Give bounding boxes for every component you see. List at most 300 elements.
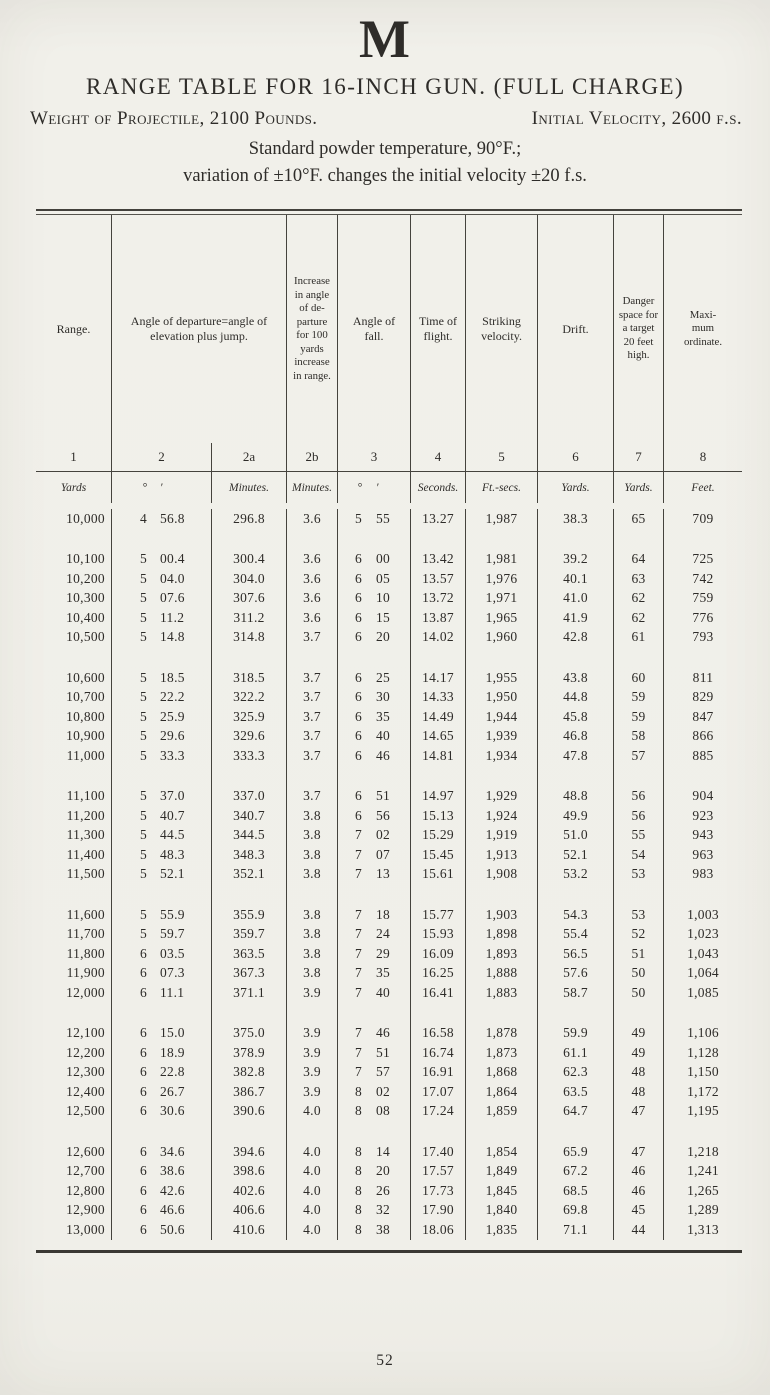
cell-drift: 68.5	[538, 1181, 614, 1201]
cell-departure-per-100: 318.5	[212, 668, 287, 688]
gap-cell	[466, 766, 538, 787]
cell-max-ordinate: 885	[692, 747, 714, 763]
table-row	[36, 944, 742, 964]
header-danger-space: Danger space for a target 20 feet high.	[614, 215, 664, 443]
degrees-value: 5	[139, 689, 147, 705]
cell-drift: 57.6	[538, 964, 614, 984]
cell-increase: 3.6	[287, 509, 338, 529]
cell-departure	[112, 668, 212, 688]
cell-danger-space: 47	[614, 1102, 664, 1122]
degrees-value: 6	[354, 609, 362, 625]
cell-danger-space: 48	[614, 1082, 664, 1102]
cell-departure-per-100: 363.5	[212, 944, 287, 964]
header-drift: Drift.	[538, 215, 614, 443]
cell-time-of-flight: 17.07	[411, 1082, 466, 1102]
cell-time-of-flight: 16.74	[411, 1043, 466, 1063]
cell-max-ordinate: 829	[692, 689, 714, 705]
minutes-value: 18.5	[160, 669, 185, 685]
minutes-value: 51	[376, 788, 391, 804]
degrees-value: 7	[354, 945, 362, 961]
cell-max-ordinate: 759	[692, 590, 714, 606]
cell-time-of-flight: 15.45	[411, 845, 466, 865]
cell-time-of-flight: 13.72	[411, 589, 466, 609]
gap-cell	[466, 647, 538, 668]
minutes-value: 10	[376, 590, 391, 606]
cell-max-ordinate: 904	[692, 788, 714, 804]
cell-angle-of-fall	[338, 944, 411, 964]
degrees-value: 7	[354, 1025, 362, 1041]
cell-increase: 3.6	[287, 589, 338, 609]
cell-drift: 51.0	[538, 826, 614, 846]
cell-time-of-flight: 15.77	[411, 905, 466, 925]
gap-cell	[466, 1003, 538, 1024]
degrees-value: 8	[354, 1143, 362, 1159]
cell-danger-space: 56	[614, 787, 664, 807]
gap-cell	[614, 647, 664, 668]
minutes-value: 07.6	[160, 590, 185, 606]
minutes-value: 46	[376, 1025, 391, 1041]
degrees-value: 5	[139, 827, 147, 843]
cell-drift: 54.3	[538, 905, 614, 925]
cell-time-of-flight: 13.42	[411, 550, 466, 570]
degrees-value: 5	[139, 846, 147, 862]
cell-striking-velocity: 1,849	[466, 1162, 538, 1182]
degrees-value: 6	[139, 1202, 147, 1218]
cell-departure-per-100: 300.4	[212, 550, 287, 570]
gap-cell	[411, 529, 466, 550]
cell-striking-velocity: 1,878	[466, 1024, 538, 1044]
degrees-value: 8	[354, 1163, 362, 1179]
gap-cell	[338, 1003, 411, 1024]
cell-max-ordinate: 866	[692, 728, 714, 744]
cell-time-of-flight: 14.81	[411, 746, 466, 766]
cell-max-ordinate: 923	[692, 807, 714, 823]
cell-max-ordinate: 963	[692, 846, 714, 862]
cell-danger-space: 58	[614, 727, 664, 747]
cell-time-of-flight: 14.33	[411, 688, 466, 708]
cell-max-ordinate: 1,106	[687, 1025, 719, 1041]
cell-drift: 46.8	[538, 727, 614, 747]
cell-range: 11,900	[36, 964, 112, 984]
header-angle-of-departure: Angle of departure=angle of elevation plus jump.	[112, 215, 287, 443]
cell-increase: 3.7	[287, 688, 338, 708]
cell-range: 12,200	[36, 1043, 112, 1063]
cell-departure	[112, 1102, 212, 1122]
cell-danger-space: 62	[614, 589, 664, 609]
cell-departure	[112, 944, 212, 964]
unit-range: Yards	[36, 472, 112, 503]
cell-striking-velocity: 1,898	[466, 925, 538, 945]
minutes-value: 20	[376, 629, 391, 645]
cell-departure	[112, 845, 212, 865]
gap-cell	[538, 1003, 614, 1024]
cell-departure	[112, 983, 212, 1003]
minutes-value: 57	[376, 1064, 391, 1080]
cell-striking-velocity: 1,960	[466, 628, 538, 648]
degrees-value: 7	[354, 827, 362, 843]
cell-danger-space: 51	[614, 944, 664, 964]
cell-max-ordinate: 776	[692, 609, 714, 625]
cell-max-ordinate: 709	[692, 510, 714, 526]
minutes-value: 15.0	[160, 1025, 185, 1041]
gap-cell	[338, 647, 411, 668]
degrees-value: 8	[354, 1182, 362, 1198]
minutes-value: 51	[376, 1044, 391, 1060]
cell-striking-velocity: 1,981	[466, 550, 538, 570]
group-gap	[36, 884, 742, 905]
cell-drift: 43.8	[538, 668, 614, 688]
cell-departure	[112, 925, 212, 945]
cell-increase: 4.0	[287, 1162, 338, 1182]
page-title: RANGE TABLE FOR 16-INCH GUN. (FULL CHARGE)	[85, 74, 685, 99]
cell-time-of-flight: 17.24	[411, 1102, 466, 1122]
cell-angle-of-fall	[338, 983, 411, 1003]
cell-danger-space: 47	[614, 1142, 664, 1162]
column-number-1: 1	[36, 443, 112, 472]
cell-departure-per-100: 307.6	[212, 589, 287, 609]
degrees-value: 6	[139, 984, 147, 1000]
cell-increase: 3.9	[287, 1063, 338, 1083]
degrees-value: 5	[139, 788, 147, 804]
cell-max-ordinate: 1,313	[687, 1221, 719, 1237]
gap-cell	[411, 647, 466, 668]
cell-danger-space: 50	[614, 983, 664, 1003]
cell-departure-per-100: 311.2	[212, 608, 287, 628]
gap-cell	[212, 1003, 287, 1024]
cell-striking-velocity: 1,919	[466, 826, 538, 846]
cell-departure-per-100: 390.6	[212, 1102, 287, 1122]
unit-ft-secs: Ft.-secs.	[466, 472, 538, 503]
table-row	[36, 707, 742, 727]
cell-departure-per-100: 378.9	[212, 1043, 287, 1063]
minutes-value: 33.3	[160, 747, 185, 763]
cell-increase: 3.8	[287, 806, 338, 826]
cell-max-ordinate: 742	[692, 570, 714, 586]
cell-range: 11,800	[36, 944, 112, 964]
minutes-value: 11.2	[160, 609, 185, 625]
table-row	[36, 628, 742, 648]
degrees-value: 6	[354, 570, 362, 586]
cell-range: 12,700	[36, 1162, 112, 1182]
minutes-value: 40	[376, 984, 391, 1000]
minutes-value: 26.7	[160, 1083, 185, 1099]
degree-symbol: °	[142, 481, 147, 494]
header-increase-in-angle: Increase in angle of departure for 100 yards increase in range.	[287, 215, 338, 443]
minutes-value: 38.6	[160, 1163, 185, 1179]
cell-danger-space: 46	[614, 1181, 664, 1201]
degrees-value: 4	[139, 510, 147, 526]
cell-danger-space: 48	[614, 1063, 664, 1083]
cell-angle-of-fall	[338, 1181, 411, 1201]
gap-cell	[411, 766, 466, 787]
gap-cell	[287, 529, 338, 550]
cell-drift: 55.4	[538, 925, 614, 945]
cell-danger-space: 65	[614, 509, 664, 529]
table-row	[36, 905, 742, 925]
unit-danger-yards: Yards.	[614, 472, 664, 503]
gap-cell	[212, 1121, 287, 1142]
cell-time-of-flight: 17.90	[411, 1201, 466, 1221]
page-number: 52	[376, 1352, 394, 1369]
cell-drift: 52.1	[538, 845, 614, 865]
unit-departure	[112, 472, 212, 503]
table-row	[36, 668, 742, 688]
degrees-value: 5	[139, 866, 147, 882]
degrees-value: 6	[354, 788, 362, 804]
cell-max-ordinate: 811	[692, 669, 714, 685]
table-row	[36, 727, 742, 747]
table-row	[36, 688, 742, 708]
minutes-value: 50.6	[160, 1221, 185, 1237]
cell-drift: 45.8	[538, 707, 614, 727]
cell-time-of-flight: 16.91	[411, 1063, 466, 1083]
cell-increase: 3.8	[287, 925, 338, 945]
gap-cell	[538, 529, 614, 550]
degrees-value: 6	[139, 965, 147, 981]
cell-drift: 63.5	[538, 1082, 614, 1102]
gap-cell	[36, 766, 112, 787]
gap-cell	[338, 1121, 411, 1142]
minutes-value: 18.9	[160, 1044, 185, 1060]
cell-departure	[112, 1024, 212, 1044]
cell-increase: 4.0	[287, 1142, 338, 1162]
cell-striking-velocity: 1,835	[466, 1220, 538, 1240]
cell-departure-per-100: 329.6	[212, 727, 287, 747]
cell-max-ordinate: 1,128	[687, 1044, 719, 1060]
gap-cell	[538, 1121, 614, 1142]
minutes-value: 00.4	[160, 551, 185, 567]
column-number-2b: 2b	[287, 443, 338, 472]
group-gap	[36, 529, 742, 550]
cell-danger-space: 49	[614, 1043, 664, 1063]
table-row	[36, 1082, 742, 1102]
cell-departure	[112, 569, 212, 589]
minutes-value: 56	[376, 807, 391, 823]
degrees-value: 8	[354, 1221, 362, 1237]
cell-drift: 47.8	[538, 746, 614, 766]
degrees-value: 6	[354, 629, 362, 645]
gap-cell	[538, 766, 614, 787]
cell-departure-per-100: 382.8	[212, 1063, 287, 1083]
initial-velocity-label: Initial Velocity, 2600 f.s.	[531, 108, 742, 129]
degrees-value: 6	[354, 689, 362, 705]
cell-range: 12,100	[36, 1024, 112, 1044]
minutes-value: 55	[376, 510, 391, 526]
cell-max-ordinate: 1,003	[687, 906, 719, 922]
cell-danger-space: 52	[614, 925, 664, 945]
cell-time-of-flight: 16.09	[411, 944, 466, 964]
cell-increase: 3.8	[287, 964, 338, 984]
table-row	[36, 1181, 742, 1201]
cell-danger-space: 50	[614, 964, 664, 984]
cell-danger-space: 44	[614, 1220, 664, 1240]
cell-angle-of-fall	[338, 668, 411, 688]
minutes-value: 52.1	[160, 866, 185, 882]
gap-cell	[664, 647, 742, 668]
cell-angle-of-fall	[338, 509, 411, 529]
degrees-value: 7	[354, 1064, 362, 1080]
degrees-value: 6	[139, 1083, 147, 1099]
cell-departure-per-100: 406.6	[212, 1201, 287, 1221]
table-row	[36, 1162, 742, 1182]
cell-increase: 3.9	[287, 1082, 338, 1102]
minutes-value: 30.6	[160, 1103, 185, 1119]
cell-range: 10,400	[36, 608, 112, 628]
minutes-value: 46	[376, 747, 391, 763]
cell-striking-velocity: 1,854	[466, 1142, 538, 1162]
cell-drift: 64.7	[538, 1102, 614, 1122]
minutes-value: 07.3	[160, 965, 185, 981]
cell-range: 10,000	[36, 509, 112, 529]
cell-angle-of-fall	[338, 1063, 411, 1083]
gap-cell	[36, 884, 112, 905]
cell-max-ordinate: 1,064	[687, 965, 719, 981]
degrees-value: 7	[354, 1044, 362, 1060]
cell-departure	[112, 1220, 212, 1240]
header-max-ordinate: Maximum ordinate.	[683, 308, 723, 348]
degrees-value: 5	[139, 708, 147, 724]
minutes-value: 30	[376, 689, 391, 705]
cell-striking-velocity: 1,840	[466, 1201, 538, 1221]
gap-cell	[614, 529, 664, 550]
cell-departure	[112, 707, 212, 727]
cell-departure	[112, 589, 212, 609]
cell-departure	[112, 746, 212, 766]
gap-cell	[466, 1121, 538, 1142]
minutes-value: 14.8	[160, 629, 185, 645]
gap-cell	[112, 529, 212, 550]
table-row	[36, 608, 742, 628]
cell-striking-velocity: 1,908	[466, 865, 538, 885]
cell-increase: 3.7	[287, 787, 338, 807]
cell-danger-space: 63	[614, 569, 664, 589]
minutes-value: 37.0	[160, 788, 185, 804]
cell-angle-of-fall	[338, 569, 411, 589]
cell-departure-per-100: 355.9	[212, 905, 287, 925]
cell-departure-per-100: 322.2	[212, 688, 287, 708]
cell-increase: 4.0	[287, 1102, 338, 1122]
header-time-of-flight: Time of flight.	[411, 215, 466, 443]
cell-max-ordinate: 1,195	[687, 1103, 719, 1119]
degrees-value: 6	[139, 1163, 147, 1179]
powder-note-line2: variation of ±10°F. changes the initial velocity ±20 f.s.	[183, 166, 587, 186]
degrees-value: 5	[139, 629, 147, 645]
cell-range: 12,300	[36, 1063, 112, 1083]
cell-drift: 61.1	[538, 1043, 614, 1063]
cell-angle-of-fall	[338, 1220, 411, 1240]
gap-cell	[538, 884, 614, 905]
column-numbers-row	[36, 443, 742, 472]
gap-cell	[287, 647, 338, 668]
cell-time-of-flight: 14.17	[411, 668, 466, 688]
cell-max-ordinate: 1,172	[687, 1083, 719, 1099]
cell-drift: 41.0	[538, 589, 614, 609]
cell-danger-space: 61	[614, 628, 664, 648]
cell-increase: 3.8	[287, 944, 338, 964]
cell-departure	[112, 1162, 212, 1182]
cell-departure-per-100: 386.7	[212, 1082, 287, 1102]
minutes-value: 15	[376, 609, 391, 625]
degrees-value: 5	[139, 669, 147, 685]
cell-time-of-flight: 15.13	[411, 806, 466, 826]
table-row	[36, 550, 742, 570]
table-row	[36, 746, 742, 766]
minute-symbol: ′	[376, 481, 379, 494]
gap-cell	[338, 529, 411, 550]
cell-range: 12,600	[36, 1142, 112, 1162]
minutes-value: 40	[376, 728, 391, 744]
minutes-value: 02	[376, 1083, 391, 1099]
cell-increase: 4.0	[287, 1220, 338, 1240]
cell-departure-per-100: 367.3	[212, 964, 287, 984]
cell-departure-per-100: 304.0	[212, 569, 287, 589]
minutes-value: 22.8	[160, 1064, 185, 1080]
minutes-value: 29	[376, 945, 391, 961]
cell-angle-of-fall	[338, 845, 411, 865]
cell-max-ordinate: 1,265	[687, 1182, 719, 1198]
cell-departure	[112, 1082, 212, 1102]
cell-danger-space: 64	[614, 550, 664, 570]
unit-minutes-2a: Minutes.	[212, 472, 287, 503]
cell-drift: 71.1	[538, 1220, 614, 1240]
minutes-value: 56.8	[160, 510, 185, 526]
cell-striking-velocity: 1,845	[466, 1181, 538, 1201]
cell-time-of-flight: 13.27	[411, 509, 466, 529]
cell-range: 10,800	[36, 707, 112, 727]
cell-striking-velocity: 1,864	[466, 1082, 538, 1102]
cell-departure-per-100: 352.1	[212, 865, 287, 885]
cell-striking-velocity: 1,971	[466, 589, 538, 609]
cell-departure-per-100: 344.5	[212, 826, 287, 846]
table-row	[36, 1102, 742, 1122]
degrees-value: 5	[139, 728, 147, 744]
degrees-value: 6	[354, 747, 362, 763]
cell-drift: 42.8	[538, 628, 614, 648]
cell-time-of-flight: 14.65	[411, 727, 466, 747]
minutes-value: 35	[376, 965, 391, 981]
minutes-value: 03.5	[160, 945, 185, 961]
cell-range: 10,300	[36, 589, 112, 609]
cell-departure-per-100: 296.8	[212, 509, 287, 529]
table-row	[36, 806, 742, 826]
cell-time-of-flight: 13.57	[411, 569, 466, 589]
units-row	[36, 472, 742, 503]
cell-time-of-flight: 15.29	[411, 826, 466, 846]
degrees-value: 6	[354, 551, 362, 567]
cell-increase: 3.7	[287, 668, 338, 688]
cell-danger-space: 46	[614, 1162, 664, 1182]
cell-departure-per-100: 410.6	[212, 1220, 287, 1240]
cell-departure	[112, 787, 212, 807]
cell-danger-space: 53	[614, 865, 664, 885]
table-body	[36, 503, 742, 1250]
table-row	[36, 845, 742, 865]
minutes-value: 34.6	[160, 1143, 185, 1159]
gap-cell	[614, 1003, 664, 1024]
table-row	[36, 509, 742, 529]
cell-departure	[112, 964, 212, 984]
gap-cell	[287, 1003, 338, 1024]
minutes-value: 11.1	[160, 984, 185, 1000]
table-row	[36, 1063, 742, 1083]
cell-range: 12,400	[36, 1082, 112, 1102]
cell-striking-velocity: 1,976	[466, 569, 538, 589]
gap-cell	[112, 647, 212, 668]
cell-drift: 69.8	[538, 1201, 614, 1221]
cell-range: 11,600	[36, 905, 112, 925]
gap-cell	[112, 884, 212, 905]
gap-cell	[112, 1003, 212, 1024]
